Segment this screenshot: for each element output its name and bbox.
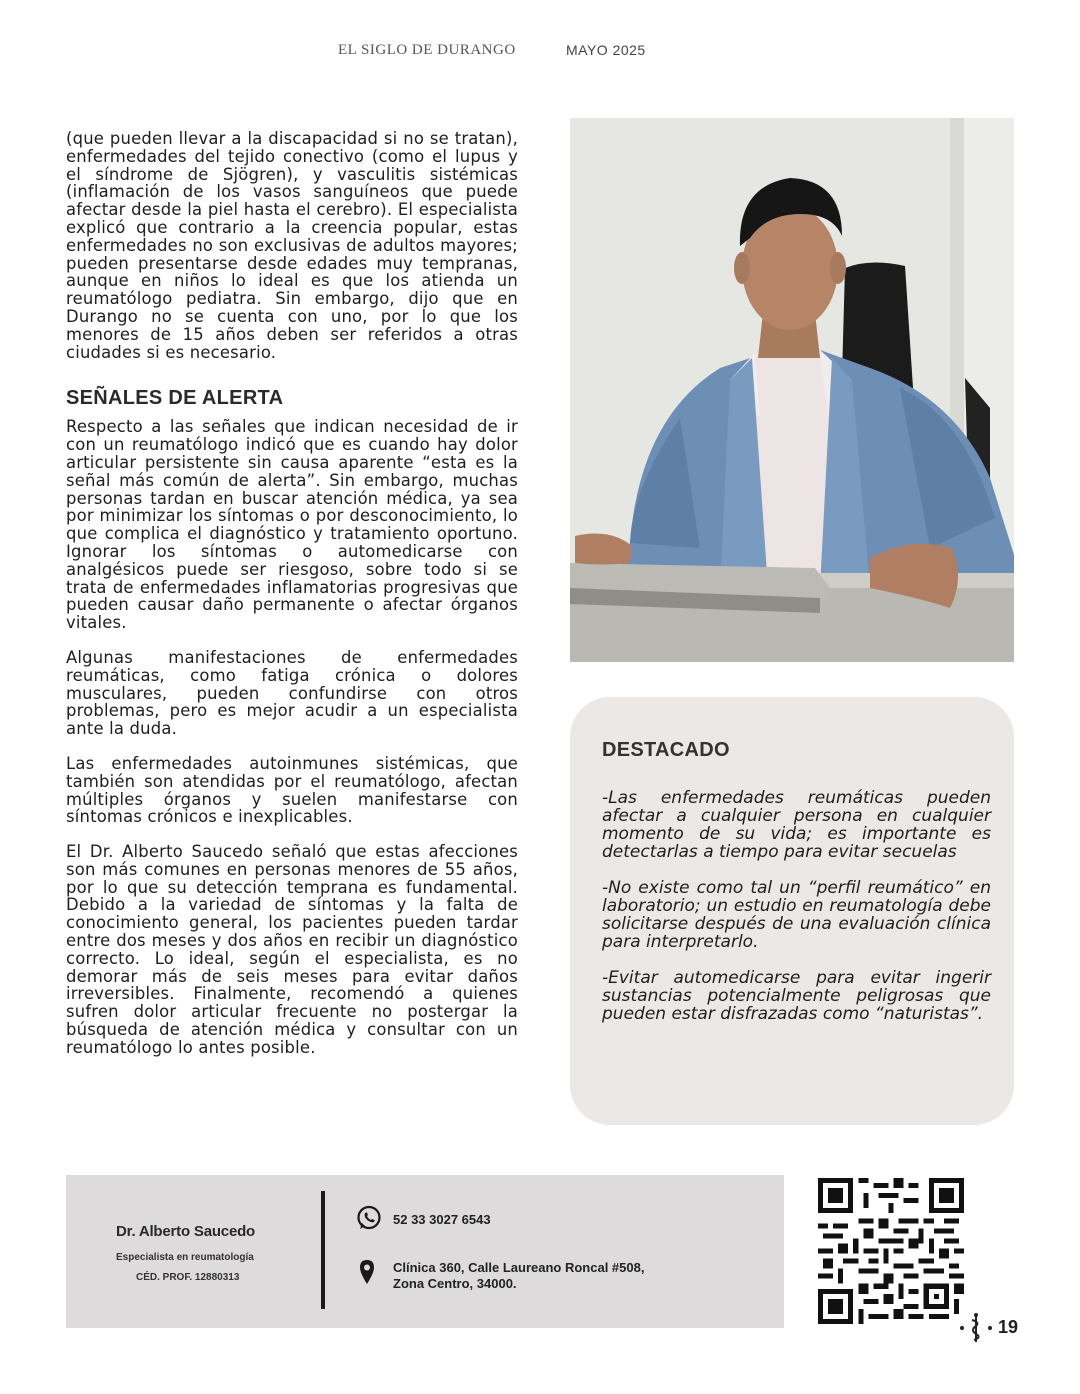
contact-license: CÉD. PROF. 12880313 bbox=[136, 1272, 240, 1283]
article-paragraph: El Dr. Alberto Saucedo señaló que estas afecciones son más comunes en personas menores de 55 años, por lo que su detección temprana es fundamental. Debido a la variedad de síntomas y la falta de conocimiento general, los pacientes pueden tardar entre dos meses y dos años en recibir un diagnóstico correcto. Lo ideal, según el especialista, es no demorar más de seis meses para evitar daños irreversibles. Finalmente, recomendó a quienes sufren dolor articular frecuente no postergar la búsqueda de atención médica y consultar con un reumatólogo lo antes posible. bbox=[66, 842, 518, 1057]
highlight-item: -Evitar automedicarse para evitar ingerir sustancias potencialmente peligrosas que pueden estar disfrazadas como “naturistas”. bbox=[602, 968, 991, 1024]
contact-address bbox=[393, 1260, 733, 1292]
address-line: Clínica 360, Calle Laureano Roncal #508, bbox=[393, 1260, 645, 1275]
contact-phone[interactable]: 52 33 3027 6543 bbox=[393, 1212, 491, 1227]
page-number-block bbox=[958, 1310, 1028, 1346]
page-number: 19 bbox=[998, 1317, 1019, 1337]
article-paragraph: Las enfermedades autoinmunes sistémicas, que también son atendidas por el reumatólogo, afectan múltiples órganos y suelen manifestarse con síntomas crónicos e inexplicables. bbox=[66, 753, 518, 827]
location-pin-icon bbox=[358, 1259, 376, 1285]
whatsapp-icon bbox=[356, 1205, 382, 1231]
qr-code[interactable] bbox=[818, 1178, 964, 1324]
article-body bbox=[66, 130, 518, 1057]
contact-card bbox=[66, 1175, 784, 1328]
highlight-title: DESTACADO bbox=[602, 739, 730, 761]
contact-name: Dr. Alberto Saucedo bbox=[116, 1223, 256, 1240]
caduceus-icon bbox=[958, 1310, 994, 1346]
highlight-item: -No existe como tal un “perfil reumático” en laboratorio; un estudio en reumatología debe solicitarse después de una evaluación clínica para interpretarlo. bbox=[602, 878, 991, 952]
article-paragraph: Respecto a las señales que indican necesidad de ir con un reumatólogo indicó que es cuando hay dolor articular persistente sin causa aparente “esta es la señal más común de alerta”. Sin embargo, muchas personas tardan en buscar atención médica, ya sea por minimizar los síntomas o por desconocimiento, lo que complica el diagnóstico y tratamiento oportuno. Ignorar los síntomas o automedicarse con analgésicos puede ser riesgoso, sobre todo si se trata de enfermedades inflamatorias progresivas que pueden causar daño permanente o afectar órganos vitales. bbox=[66, 417, 518, 633]
contact-divider bbox=[321, 1191, 325, 1309]
doctor-portrait-illustration bbox=[570, 118, 1014, 662]
contact-role: Especialista en reumatología bbox=[116, 1252, 254, 1263]
doctor-photo bbox=[570, 118, 1014, 662]
issue-date: MAYO 2025 bbox=[566, 42, 646, 58]
section-heading: SEÑALES DE ALERTA bbox=[66, 387, 284, 410]
article-paragraph: (que pueden llevar a la discapacidad si no se tratan), enfermedades del tejido conectivo (como el lupus y el síndrome de Sjögren), y vasculitis sistémicas (inflamación de los vasos sanguíneos que puede afectar desde la piel hasta el cerebro). El especialista explicó que contrario a la creencia popular, estas enfermedades no son exclusivas de adultos mayores; pueden presentarse desde edades muy tempranas, aunque en niños lo ideal es que los atienda un reumatólogo pediatra. Sin embargo, dijo que en Durango no se cuenta con uno, por lo que los menores de 15 años deben ser referidos a otras ciudades si es necesario. bbox=[66, 129, 518, 362]
highlight-list bbox=[602, 789, 991, 1023]
address-line: Zona Centro, 34000. bbox=[393, 1276, 517, 1291]
highlight-box bbox=[570, 697, 1014, 1125]
publication-name: EL SIGLO DE DURANGO bbox=[338, 42, 516, 58]
page-header bbox=[0, 42, 1080, 62]
highlight-item: -Las enfermedades reumáticas pueden afectar a cualquier persona en cualquier momento de su vida; es importante es detectarlas a tiempo para evitar secuelas bbox=[602, 788, 991, 862]
article-paragraph: Algunas manifestaciones de enfermedades reumáticas, como fatiga crónica o dolores musculares, pueden confundirse con otros problemas, pero es mejor acudir a un especialista ante la duda. bbox=[66, 647, 518, 739]
